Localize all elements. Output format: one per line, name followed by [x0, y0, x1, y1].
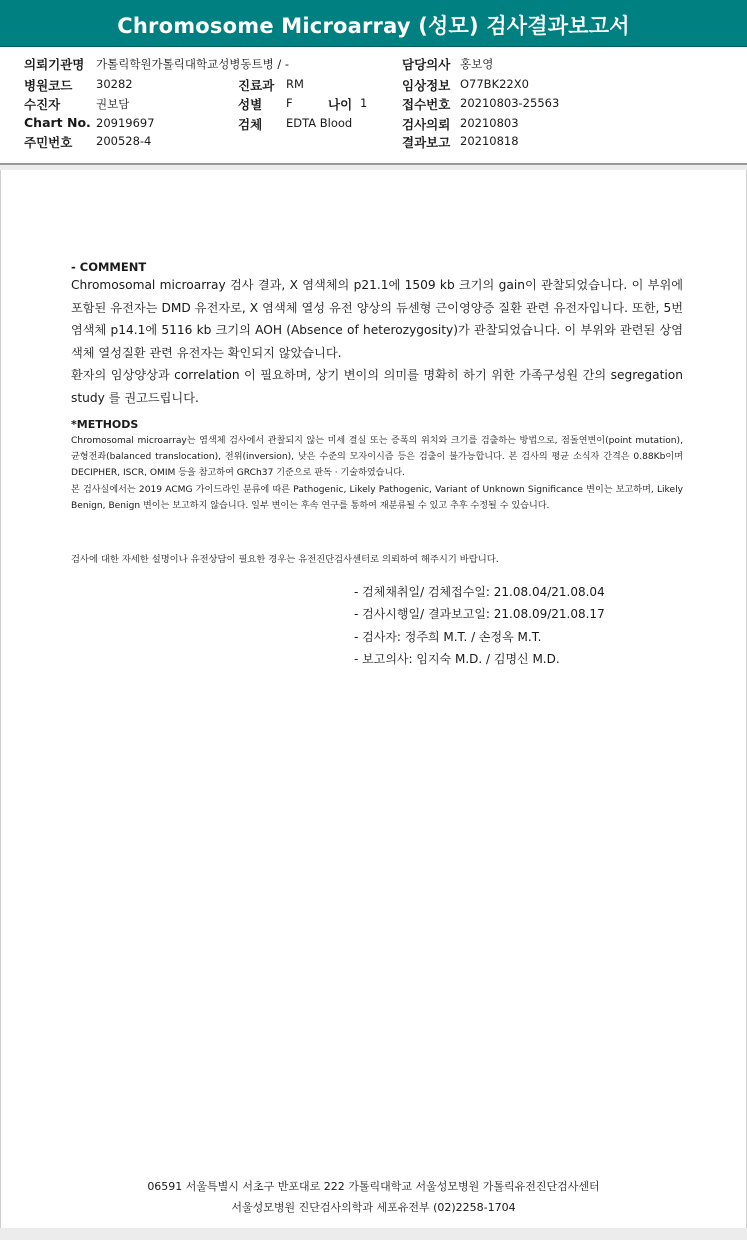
field-value-report-date: 20210818	[460, 134, 519, 148]
field-label-patient-name: 수진자	[24, 97, 61, 112]
technologists: - 검사자: 정주희 M.T. / 손정옥 M.T.	[354, 629, 542, 644]
field-value-accession-number: 20210803-25563	[460, 96, 560, 110]
methods-paragraph: Chromosomal microarray는 염색체 검사에서 관찰되지 않는 미세 결실 또는 증폭의 위치와 크기를 검출하는 방법으로, 점돌연변이(point mutation), 균형전좌(balanced translocation), 전위(inversion), 낮은 수준의 모자이시즘 등은 검출이 불가능합니다. 본 검사의 평균 소식자 간격은 0.88Kb이며 DECIPHER, ISCR, OMIM 등을 참고하여 GRCh37 기준으로 판독 · 기술하였습니다.	[71, 436, 683, 479]
test-dates: - 검사시행일/ 결과보고일: 21.08.09/21.08.17	[354, 607, 605, 622]
field-label-resident-number: 주민번호	[24, 135, 73, 150]
field-label-chart-no: Chart No.	[24, 115, 91, 130]
field-value-age: 1	[360, 96, 368, 110]
field-value-chart-no: 20919697	[96, 116, 155, 130]
field-label-clinical-info: 임상정보	[402, 78, 451, 93]
field-value-resident-number: 200528-4	[96, 134, 152, 148]
field-label-specimen: 검체	[238, 117, 263, 132]
report-title: Chromosome Microarray (성모) 검사결과보고서	[117, 14, 630, 38]
field-value-patient-name: 권보담	[96, 97, 130, 111]
patient-info-header	[0, 47, 747, 165]
report-title-bar	[0, 0, 747, 47]
comment-section	[71, 260, 683, 409]
methods-heading: *METHODS	[71, 418, 139, 431]
field-label-department: 진료과	[238, 78, 275, 93]
field-value-specimen: EDTA Blood	[286, 116, 353, 130]
field-label-age: 나이	[328, 97, 353, 112]
field-label-attending-physician: 담당의사	[402, 57, 451, 72]
comment-paragraph: 환자의 임상양상과 correlation 이 필요하며, 상기 변이의 의미를 명확히 하기 위한 가족구성원 간의 segregation study 를 권고드립니다.	[71, 368, 683, 405]
report-document	[0, 170, 747, 1228]
consultation-note: 검사에 대한 자세한 설명이나 유전상담이 필요한 경우는 유전진단검사센터로 의뢰하여 해주시기 바랍니다.	[71, 554, 499, 565]
methods-paragraph: 본 검사실에서는 2019 ACMG 가이드라인 분류에 따른 Pathogenic, Likely Pathogenic, Variant of Unknown Significance 변이는 보고하며, Likely Benign, Benign 변이는 보고하지 않습니다. 일부 변이는 후속 연구를 통하여 재분류될 수 있고 추후 수정될 수 있습니다.	[71, 484, 683, 511]
field-label-request-date: 검사의뢰	[402, 117, 451, 132]
footer-address: 06591 서울특별시 서초구 반포대로 222 가톨릭대학교 서울성모병원 가톨릭유전진단검사센터	[147, 1180, 600, 1193]
methods-section	[71, 418, 683, 514]
field-value-attending-physician: 홍보영	[460, 57, 494, 71]
field-value-request-date: 20210803	[460, 116, 519, 130]
field-label-requesting-institution: 의뢰기관명	[24, 57, 85, 72]
comment-heading: - COMMENT	[71, 260, 147, 274]
field-value-requesting-institution: 가톨릭학원가톨릭대학교성병동트병 / -	[96, 57, 290, 71]
field-value-sex: F	[286, 96, 293, 110]
field-label-accession-number: 접수번호	[402, 97, 451, 112]
footer-department: 서울성모병원 진단검사의학과 세포유전부 (02)2258-1704	[231, 1201, 516, 1214]
field-label-sex: 성별	[238, 97, 263, 112]
signature-block	[354, 581, 605, 670]
field-value-hospital-code: 30282	[96, 77, 133, 91]
specimen-dates: - 검체채취일/ 검체접수일: 21.08.04/21.08.04	[354, 585, 605, 599]
comment-paragraph: Chromosomal microarray 검사 결과, X 염색체의 p21.1에 1509 kb 크기의 gain이 관찰되었습니다. 이 부위에 포함된 유전자는 DMD 유전자로, X 염색체 열성 유전 양상의 듀센형 근이영양증 질환 관련 유전자입니다. 또한, 5번 염색체 p14.1에 5116 kb 크기의 AOH (Absence of heterozygosity)가 관찰되었습니다. 이 부위와 관련된 상염색체 열성질환 관련 유전자는 확인되지 않았습니다.	[71, 278, 683, 360]
field-value-department: RM	[286, 77, 304, 91]
field-value-clinical-info: O77BK22X0	[460, 77, 529, 91]
field-label-report-date: 결과보고	[402, 135, 451, 150]
reporting-physicians: - 보고의사: 임지숙 M.D. / 김명신 M.D.	[354, 651, 560, 666]
field-label-hospital-code: 병원코드	[24, 78, 73, 93]
